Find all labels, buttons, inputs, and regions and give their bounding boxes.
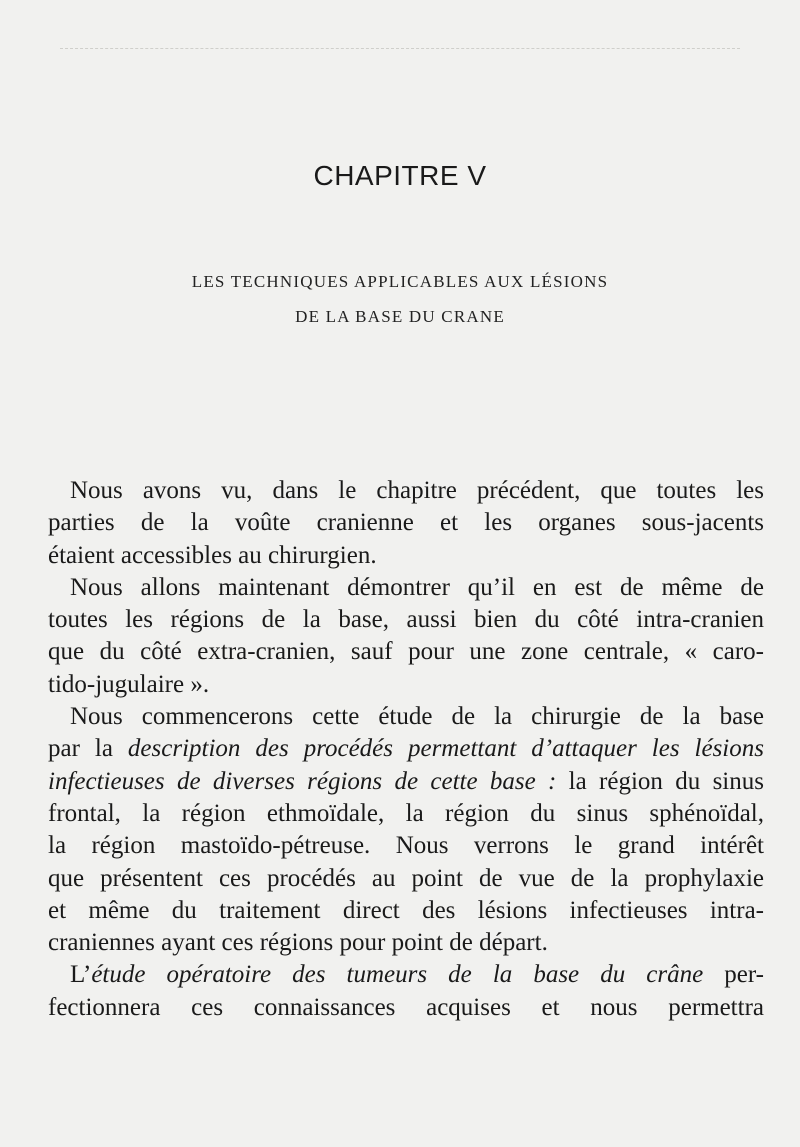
body-line: [48, 540, 764, 572]
body-text-segment: la région du sinus: [556, 767, 764, 795]
body-text-segment: fectionnera ces connaissances acquises et nous permettra: [48, 993, 764, 1021]
body-text-segment: que du côté extra-cranien, sauf pour une zone centrale, « caro-: [48, 638, 764, 666]
body-line: [48, 507, 764, 539]
body-line: [48, 636, 764, 668]
body-text-segment: frontal, la région ethmoïdale, la région du sinus sphénoïdal,: [48, 799, 764, 827]
body-line: [48, 604, 764, 636]
body-line: [48, 863, 764, 895]
body-text-segment: Nous allons maintenant démontrer qu’il en est de même de: [70, 573, 764, 601]
body-line: [48, 766, 764, 798]
body-line: [48, 830, 764, 862]
body-text-segment: que présentent ces procédés au point de vue de la prophylaxie: [48, 864, 764, 892]
body-italic-text: description des procédés permettant d’attaquer les lésions: [127, 735, 764, 763]
body-text-segment: et même du traitement direct des lésions infectieuses intra-: [48, 896, 764, 924]
body-text-segment: étaient accessibles au chirurgien.: [48, 541, 377, 569]
body-line: [48, 701, 764, 733]
body-text-segment: la région mastoïdo-pétreuse. Nous verrons le grand intérêt: [48, 832, 764, 860]
section-heading-line-1: LES TECHNIQUES APPLICABLES AUX LÉSIONS: [191, 272, 609, 291]
section-heading-line-2: DE LA BASE DU CRANE: [295, 307, 505, 326]
page-top-rule: [60, 48, 740, 49]
body-text-segment: craniennes ayant ces régions pour point de départ.: [48, 929, 548, 957]
body-italic-text: étude opératoire des tumeurs de la base du crâne: [91, 961, 704, 989]
body-text-segment: L’: [70, 961, 92, 989]
body-text-segment: Nous commencerons cette étude de la chirurgie de la base: [70, 703, 764, 731]
body-text-segment: toutes les régions de la base, aussi bien du côté intra-cranien: [48, 606, 764, 634]
body-text-segment: per-: [703, 961, 765, 989]
body-text-segment: tido-jugulaire ».: [48, 670, 210, 698]
body-text-segment: par la: [48, 735, 128, 763]
body-line: [48, 572, 764, 604]
section-heading: [0, 264, 800, 334]
body-line: [48, 927, 764, 959]
chapter-title: CHAPITRE V: [313, 160, 487, 191]
body-line: [48, 475, 764, 507]
body-text-segment: Nous avons vu, dans le chapitre précédent, que toutes les: [70, 477, 764, 504]
body-italic-text: infectieuses de diverses régions de cette base :: [48, 767, 557, 795]
body-text-segment: parties de la voûte cranienne et les organes sous-jacents: [48, 509, 764, 537]
body-line: [48, 733, 764, 765]
body-line: [48, 992, 764, 1024]
body-line: [48, 895, 764, 927]
body-text: [48, 475, 764, 1024]
body-line: [48, 798, 764, 830]
body-line: [48, 669, 764, 701]
body-line: [48, 959, 764, 991]
